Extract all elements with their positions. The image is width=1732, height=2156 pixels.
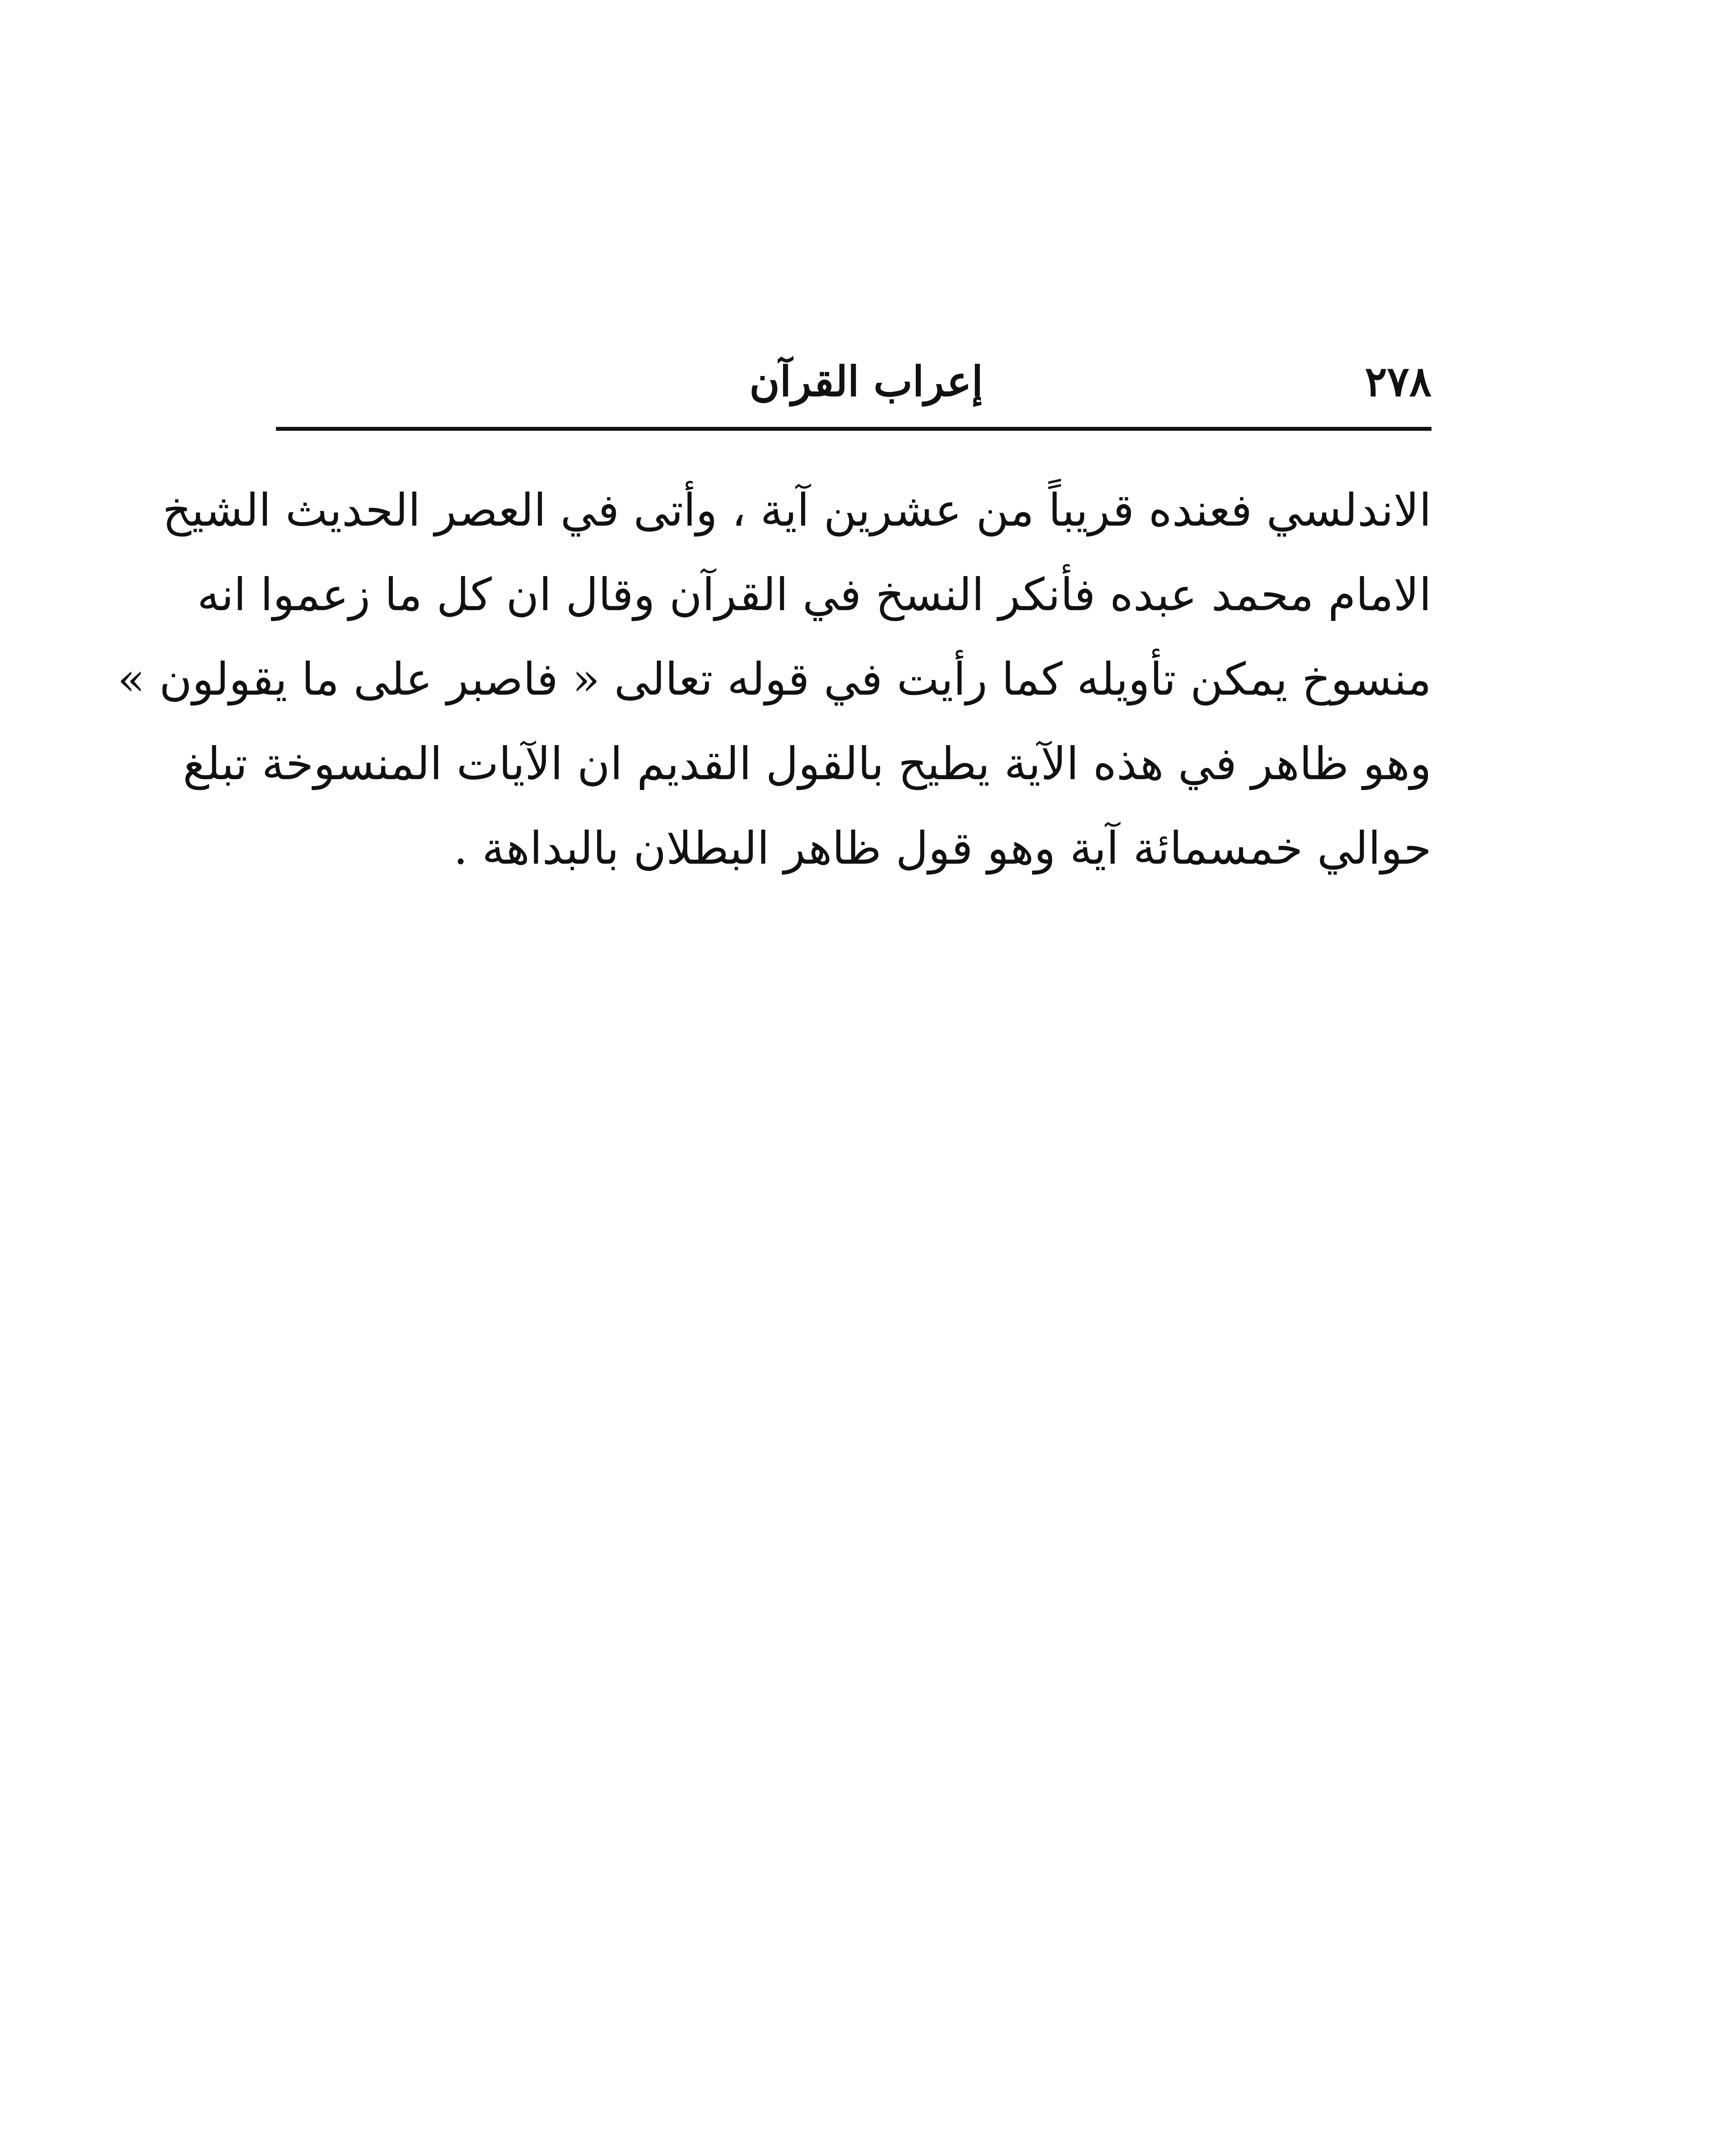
body-paragraph xyxy=(117,468,1431,890)
text-line-2: الامام محمد عبده فأنكر النسخ في القرآن وقال ان كل ما زعموا انه xyxy=(197,568,1431,621)
page-number: ٢٧٨ xyxy=(1365,357,1431,406)
text-line-3: منسوخ يمكن تأويله كما رأيت في قوله تعالى « فاصبر على ما يقولون » xyxy=(117,653,1431,705)
text-line-1: الاندلسي فعنده قريباً من عشرين آية ، وأتى في العصر الحديث الشيخ xyxy=(162,484,1431,536)
running-title: إعراب القرآن xyxy=(749,357,983,406)
text-line-4: وهو ظاهر في هذه الآية يطيح بالقول القديم ان الآيات المنسوخة تبلغ xyxy=(182,737,1431,790)
text-line-5: حوالي خمسمائة آية وهو قول ظاهر البطلان بالبداهة . xyxy=(453,822,1431,874)
page-header xyxy=(276,345,1431,423)
header-divider xyxy=(276,427,1431,431)
